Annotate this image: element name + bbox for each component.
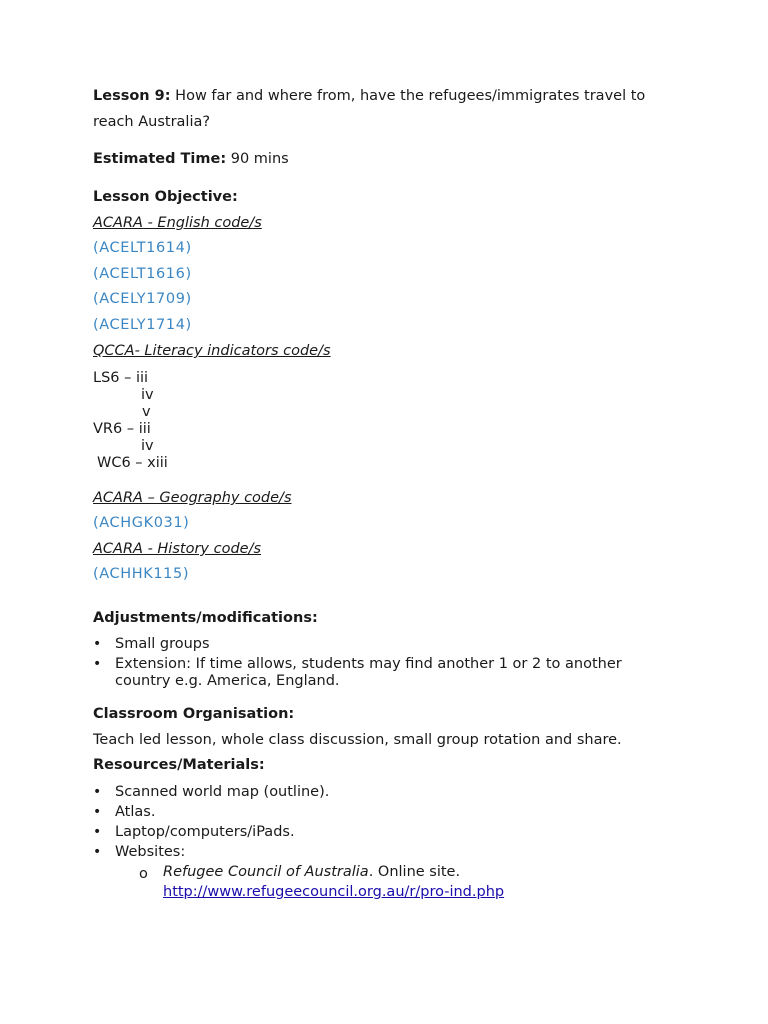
english-code: (ACELY1709) [93, 291, 192, 307]
list-item-text: Extension: If time allows, students may find another 1 or 2 to another [115, 656, 622, 672]
list-item: • Scanned world map (outline). [93, 784, 693, 801]
classroom-organisation-text: Teach led lesson, whole class discussion, small group rotation and share. [93, 732, 622, 748]
list-item [93, 656, 693, 690]
lesson-plan-page [93, 0, 693, 1024]
english-code: (ACELY1714) [93, 317, 192, 333]
indicator: iv [141, 438, 154, 454]
english-code: (ACELT1616) [93, 266, 192, 282]
list-item: • Websites: [93, 844, 693, 861]
acara-history-heading: ACARA - History code/s [93, 541, 262, 557]
lesson-title-line1: How far and where from, have the refugees/immigrates travel to [175, 88, 646, 104]
website-link[interactable]: http://www.refugeecouncil.org.au/r/pro-ind.php [163, 884, 505, 900]
lesson-title [93, 83, 683, 135]
acara-english-heading: ACARA - English code/s [93, 215, 262, 231]
resources-heading: Resources/Materials: [93, 757, 265, 773]
estimated-time [93, 151, 289, 167]
acara-geography-heading: ACARA – Geography code/s [93, 490, 292, 506]
website-suffix: . Online site. [368, 864, 461, 880]
indicator: LS6 – iii [93, 370, 149, 386]
english-code: (ACELT1614) [93, 240, 192, 256]
resources-list [93, 784, 693, 864]
website-title: Refugee Council of Australia [163, 864, 369, 880]
adjustments-list [93, 636, 693, 690]
indicator: VR6 – iii [93, 421, 151, 437]
qcca-heading: QCCA- Literacy indicators code/s [93, 343, 331, 359]
list-item: • Laptop/computers/iPads. [93, 824, 693, 841]
indicator: v [142, 404, 151, 420]
adjustments-heading: Adjustments/modifications: [93, 610, 318, 626]
geography-code: (ACHGK031) [93, 515, 190, 531]
indicator: WC6 – xiii [97, 455, 168, 471]
sub-bullet: o [139, 866, 148, 882]
list-item-text: country e.g. America, England. [115, 673, 340, 689]
list-item: • Small groups [93, 636, 693, 653]
lesson-label: Lesson 9: [93, 88, 171, 104]
website-entry [163, 864, 460, 880]
indicator: iv [141, 387, 154, 403]
classroom-organisation-heading: Classroom Organisation: [93, 706, 295, 722]
estimated-time-label: Estimated Time: [93, 151, 227, 167]
list-item: • Atlas. [93, 804, 693, 821]
history-code: (ACHHK115) [93, 566, 190, 582]
lesson-title-line2: reach Australia? [93, 114, 211, 130]
estimated-time-value: 90 mins [230, 151, 289, 167]
lesson-objective-heading: Lesson Objective: [93, 189, 238, 205]
